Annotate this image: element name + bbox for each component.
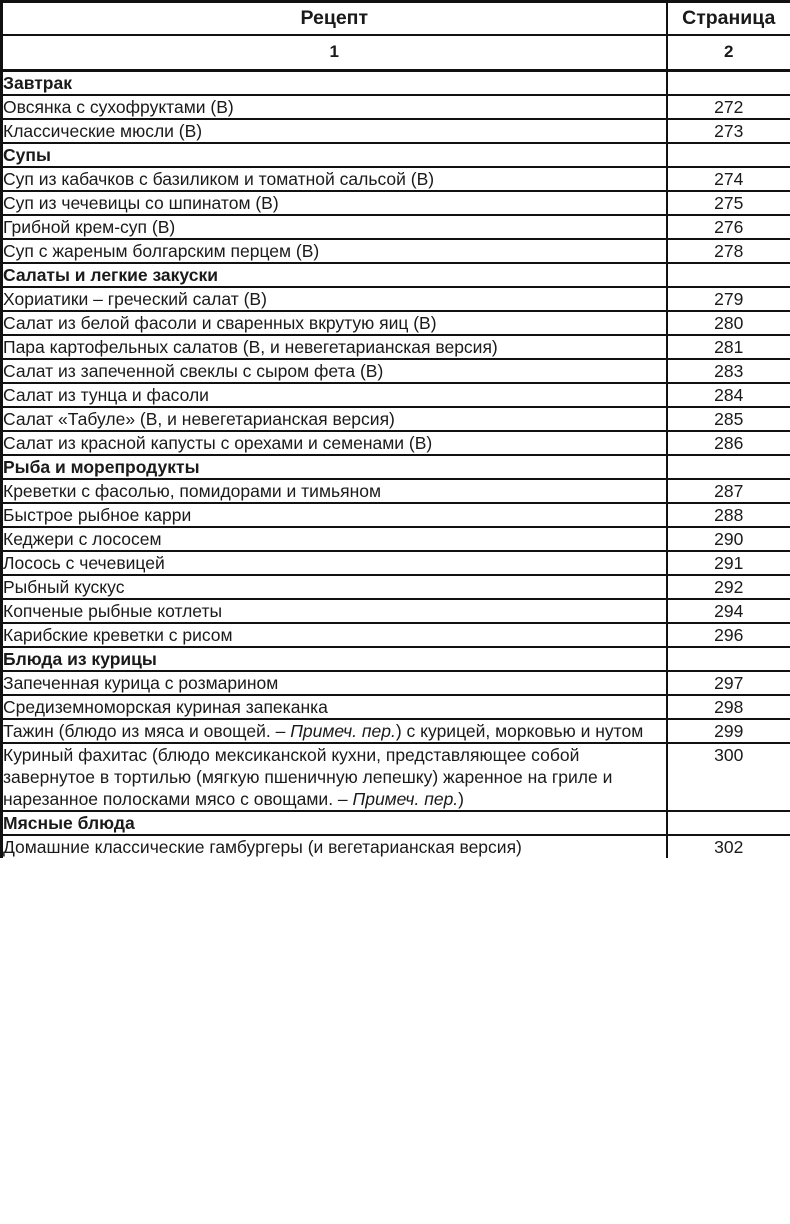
translator-note-text: Примеч. пер. (290, 721, 396, 741)
recipe-name-text: Тажин (блюдо из мяса и овощей. – (3, 721, 291, 741)
recipe-name-cell: Домашние классические гамбургеры (и вегетарианская версия) (2, 835, 667, 858)
table-row (2, 671, 790, 695)
section-title-cell: Рыба и морепродукты (2, 455, 667, 479)
recipe-name-cell: Лосось с чечевицей (2, 551, 667, 575)
page-number-cell: 283 (667, 359, 790, 383)
page-number-cell: 299 (667, 719, 790, 743)
table-section-row (2, 647, 790, 671)
page-number-cell: 273 (667, 119, 790, 143)
page-number-cell: 275 (667, 191, 790, 215)
page-number-cell: 287 (667, 479, 790, 503)
recipe-name-cell: Карибские креветки с рисом (2, 623, 667, 647)
page-number-cell: 302 (714, 837, 744, 857)
recipe-name-cell (2, 743, 667, 811)
recipe-name-cell: Овсянка с сухофруктами (В) (2, 95, 667, 119)
recipe-name-cell: Суп с жареным болгарским перцем (В) (2, 239, 667, 263)
recipe-name-cell: Салат из тунца и фасоли (2, 383, 667, 407)
recipe-name-cell: Грибной крем-суп (В) (2, 215, 667, 239)
page-number-cell: 284 (667, 383, 790, 407)
table-body (2, 71, 790, 859)
section-title-cell: Супы (2, 143, 667, 167)
recipe-name-cell: Салат из запеченной свеклы с сыром фета (В) (2, 359, 667, 383)
page-number-cell (667, 143, 790, 167)
page-number-cell: 279 (667, 287, 790, 311)
page-number-cell: 274 (667, 167, 790, 191)
column-header-page: Страница (667, 2, 790, 36)
recipe-name-cell: Средиземноморская куриная запеканка (2, 695, 667, 719)
page-number-cell (667, 455, 790, 479)
recipe-name-cell: Салат из белой фасоли и сваренных вкрутую яиц (В) (2, 311, 667, 335)
table-row (2, 623, 790, 647)
table-row (2, 743, 790, 811)
table-row (2, 835, 790, 858)
page-number-cell: 290 (667, 527, 790, 551)
page-number-cell: 300 (667, 743, 790, 811)
page-number-cell: 297 (667, 671, 790, 695)
recipe-name-cell: Рыбный кускус (2, 575, 667, 599)
recipe-name-cell: Креветки с фасолью, помидорами и тимьяном (2, 479, 667, 503)
page-number-cell (667, 263, 790, 287)
translator-note-text: Примеч. пер. (352, 789, 459, 809)
recipe-name-text-tail: ) с курицей, морковью и нутом (395, 721, 644, 741)
recipe-name-cell (2, 719, 667, 743)
page-number-cell (667, 647, 790, 671)
table-row (2, 599, 790, 623)
table-header (2, 2, 790, 71)
table-row (2, 431, 790, 455)
recipe-name-cell: Быстрое рыбное карри (2, 503, 667, 527)
recipe-name-cell: Суп из кабачков с базиликом и томатной сальсой (В) (2, 167, 667, 191)
page-number-cell: 286 (667, 431, 790, 455)
recipe-name-text: Куриный фахитас (блюдо мексиканской кухни, представляющее собой завернутое в тортилью (мягкую пшеничную лепешку) жаренное на гриле и нарезанное полосками мясо с овощами. – (3, 745, 613, 809)
section-title-cell: Мясные блюда (2, 811, 667, 835)
page-number-cell: 278 (667, 239, 790, 263)
recipe-name-cell: Запеченная курица с розмарином (2, 671, 667, 695)
page-number-cell: 288 (667, 503, 790, 527)
page-number-cell: 296 (667, 623, 790, 647)
column-header-recipe: Рецепт (2, 2, 667, 36)
table-row (2, 311, 790, 335)
page-number-cell (667, 71, 790, 96)
recipe-name-cell: Суп из чечевицы со шпинатом (В) (2, 191, 667, 215)
recipe-name-text-tail: ) (458, 789, 464, 809)
section-title-cell: Салаты и легкие закуски (2, 263, 667, 287)
table-row (2, 407, 790, 431)
page-number-cell: 291 (667, 551, 790, 575)
recipe-name-cell: Классические мюсли (В) (2, 119, 667, 143)
table-row (2, 383, 790, 407)
page-number-cell: 272 (667, 95, 790, 119)
table-row (2, 335, 790, 359)
section-title-cell: Блюда из курицы (2, 647, 667, 671)
table-row (2, 239, 790, 263)
table-section-row (2, 811, 790, 835)
header-row-numbers (2, 35, 790, 71)
recipe-name-cell: Салат из красной капусты с орехами и семенами (В) (2, 431, 667, 455)
table-row (2, 551, 790, 575)
page-number-cell: 280 (667, 311, 790, 335)
table-section-row (2, 71, 790, 96)
table-section-row (2, 143, 790, 167)
recipe-name-cell: Пара картофельных салатов (В, и невегетарианская версия) (2, 335, 667, 359)
table-row (2, 695, 790, 719)
header-row-titles (2, 2, 790, 36)
section-title-cell: Завтрак (2, 71, 667, 96)
page-number-cell: 298 (667, 695, 790, 719)
table-section-row (2, 263, 790, 287)
recipe-name-cell: Салат «Табуле» (В, и невегетарианская версия) (2, 407, 667, 431)
table-row (2, 191, 790, 215)
table-row (2, 119, 790, 143)
page-number-cell: 276 (667, 215, 790, 239)
table-row (2, 167, 790, 191)
table-row (2, 719, 790, 743)
page-number-cell: 292 (667, 575, 790, 599)
recipe-name-cell: Хориатики – греческий салат (В) (2, 287, 667, 311)
table-row (2, 527, 790, 551)
table-row (2, 503, 790, 527)
page-number-cell: 281 (667, 335, 790, 359)
page-number-cell (667, 811, 790, 835)
page-number-cell: 294 (667, 599, 790, 623)
column-number-recipe: 1 (2, 35, 667, 71)
recipe-name-cell: Копченые рыбные котлеты (2, 599, 667, 623)
page-number-cell: 285 (667, 407, 790, 431)
column-number-page: 2 (667, 35, 790, 71)
table-section-row (2, 455, 790, 479)
recipe-name-cell: Кеджери с лососем (2, 527, 667, 551)
table-row (2, 95, 790, 119)
table-row (2, 215, 790, 239)
table-row (2, 287, 790, 311)
table-row (2, 479, 790, 503)
table-row (2, 575, 790, 599)
table-row (2, 359, 790, 383)
